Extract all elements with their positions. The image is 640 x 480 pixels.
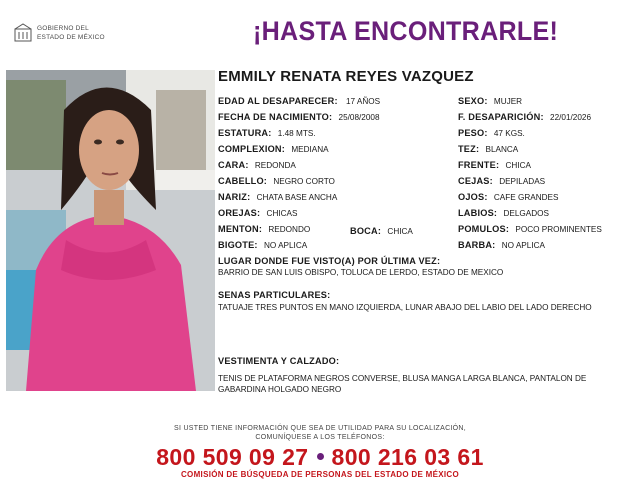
gov-line1: GOBIERNO DEL (37, 25, 89, 32)
field-label: OREJAS: (218, 208, 261, 218)
phone-numbers (0, 444, 640, 471)
commission-name: COMISIÓN DE BÚSQUEDA DE PERSONAS DEL ESTADO DE MÉXICO (180, 470, 459, 479)
field-label: BARBA: (458, 240, 496, 250)
field-label: PESO: (458, 128, 488, 138)
government-logo (12, 22, 112, 46)
field-tez (458, 144, 518, 155)
field-label: F. DESAPARICIÓN: (458, 112, 544, 122)
field-value: BLANCA (485, 145, 519, 154)
field-label: EDAD AL DESAPARECER: (218, 96, 338, 106)
field-value: 47 KGS. (493, 129, 525, 138)
field-ojos (458, 192, 558, 203)
field-boca (350, 226, 413, 237)
field-nariz (218, 192, 337, 203)
gov-line2: ESTADO DE MÉXICO (37, 34, 105, 41)
field-value: CHICAS (266, 209, 298, 218)
field-value: MUJER (493, 97, 523, 106)
clothing-label: VESTIMENTA Y CALZADO: (218, 356, 340, 366)
field-value: POCO PROMINENTES (515, 225, 602, 234)
field-label: CEJAS: (458, 176, 493, 186)
field-value: 25/08/2008 (338, 113, 380, 122)
field-value: DELGADOS (503, 209, 549, 218)
phone-number-1: 800 509 09 27 (156, 444, 309, 470)
phone-number-2: 800 216 03 61 (331, 444, 484, 470)
field-label: COMPLEXION: (218, 144, 286, 154)
field-value: REDONDA (254, 161, 296, 170)
field-label: NARIZ: (218, 192, 251, 202)
headline: ¡HASTA ENCONTRARLE! (253, 16, 559, 46)
field-cara (218, 160, 296, 171)
field-label: CABELLO: (218, 176, 268, 186)
field-label: SEXO: (458, 96, 488, 106)
field-value: 22/01/2026 (550, 113, 591, 122)
field-label: CARA: (218, 160, 249, 170)
field-value: 1.48 MTS. (277, 129, 316, 138)
field-value: 17 AÑOS (346, 97, 381, 106)
person-name: EMMILY RENATA REYES VAZQUEZ (218, 68, 474, 85)
field-value: NO APLICA (501, 241, 545, 250)
field-cabello (218, 176, 335, 187)
field-label: BOCA: (350, 226, 382, 236)
person-photo (6, 70, 215, 391)
field-label: FECHA DE NACIMIENTO: (218, 112, 333, 122)
field-barba (458, 240, 545, 251)
field-value: DEPILADAS (499, 177, 546, 186)
field-value: CAFE GRANDES (493, 193, 559, 202)
last-seen-value: BARRIO DE SAN LUIS OBISPO, TOLUCA DE LERDO, ESTADO DE MEXICO (218, 268, 504, 277)
field-value: CHATA BASE ANCHA (256, 193, 338, 202)
field-value: NEGRO CORTO (273, 177, 335, 186)
field-edad (218, 96, 380, 107)
separator-dot-icon (317, 453, 324, 460)
field-value: REDONDO (268, 225, 311, 234)
field-menton (218, 224, 310, 235)
footer-note-line1: SI USTED TIENE INFORMACIÓN QUE SEA DE UTILIDAD PARA SU LOCALIZACIÓN, (173, 425, 467, 432)
field-cejas (458, 176, 545, 187)
field-value: MEDIANA (291, 145, 329, 154)
field-value: NO APLICA (263, 241, 308, 250)
field-f-desaparicion (458, 112, 591, 123)
field-frente (458, 160, 531, 171)
field-label: OJOS: (458, 192, 488, 202)
field-label: TEZ: (458, 144, 480, 154)
field-estatura (218, 128, 316, 139)
field-labios (458, 208, 549, 219)
field-label: BIGOTE: (218, 240, 258, 250)
state-emblem-icon (12, 22, 34, 44)
clothing-value: TENIS DE PLATAFORMA NEGROS CONVERSE, BLUSA MANGA LARGA BLANCA, PANTALON DE GABARDINA HOLGADO NEGRO (218, 374, 587, 394)
field-label: ESTATURA: (218, 128, 272, 138)
field-label: LABIOS: (458, 208, 498, 218)
marks-label: SENAS PARTICULARES: (218, 290, 331, 300)
field-pomulos (458, 224, 602, 235)
field-label: FRENTE: (458, 160, 500, 170)
field-bigote (218, 240, 307, 251)
field-value: CHICA (387, 227, 413, 236)
field-label: POMULOS: (458, 224, 510, 234)
field-value: CHICA (505, 161, 531, 170)
marks-value: TATUAJE TRES PUNTOS EN MANO IZQUIERDA, LUNAR ABAJO DEL LABIO DEL LADO DERECHO (218, 303, 592, 312)
field-sexo (458, 96, 522, 107)
field-peso (458, 128, 525, 139)
field-label: MENTON: (218, 224, 263, 234)
footer-note-line2: COMUNÍQUESE A LOS TELÉFONOS: (255, 434, 385, 441)
last-seen-label: LUGAR DONDE FUE VISTO(A) POR ÚLTIMA VEZ: (218, 256, 441, 266)
field-fecha-nacimiento (218, 112, 380, 123)
field-complexion (218, 144, 329, 155)
field-orejas (218, 208, 297, 219)
